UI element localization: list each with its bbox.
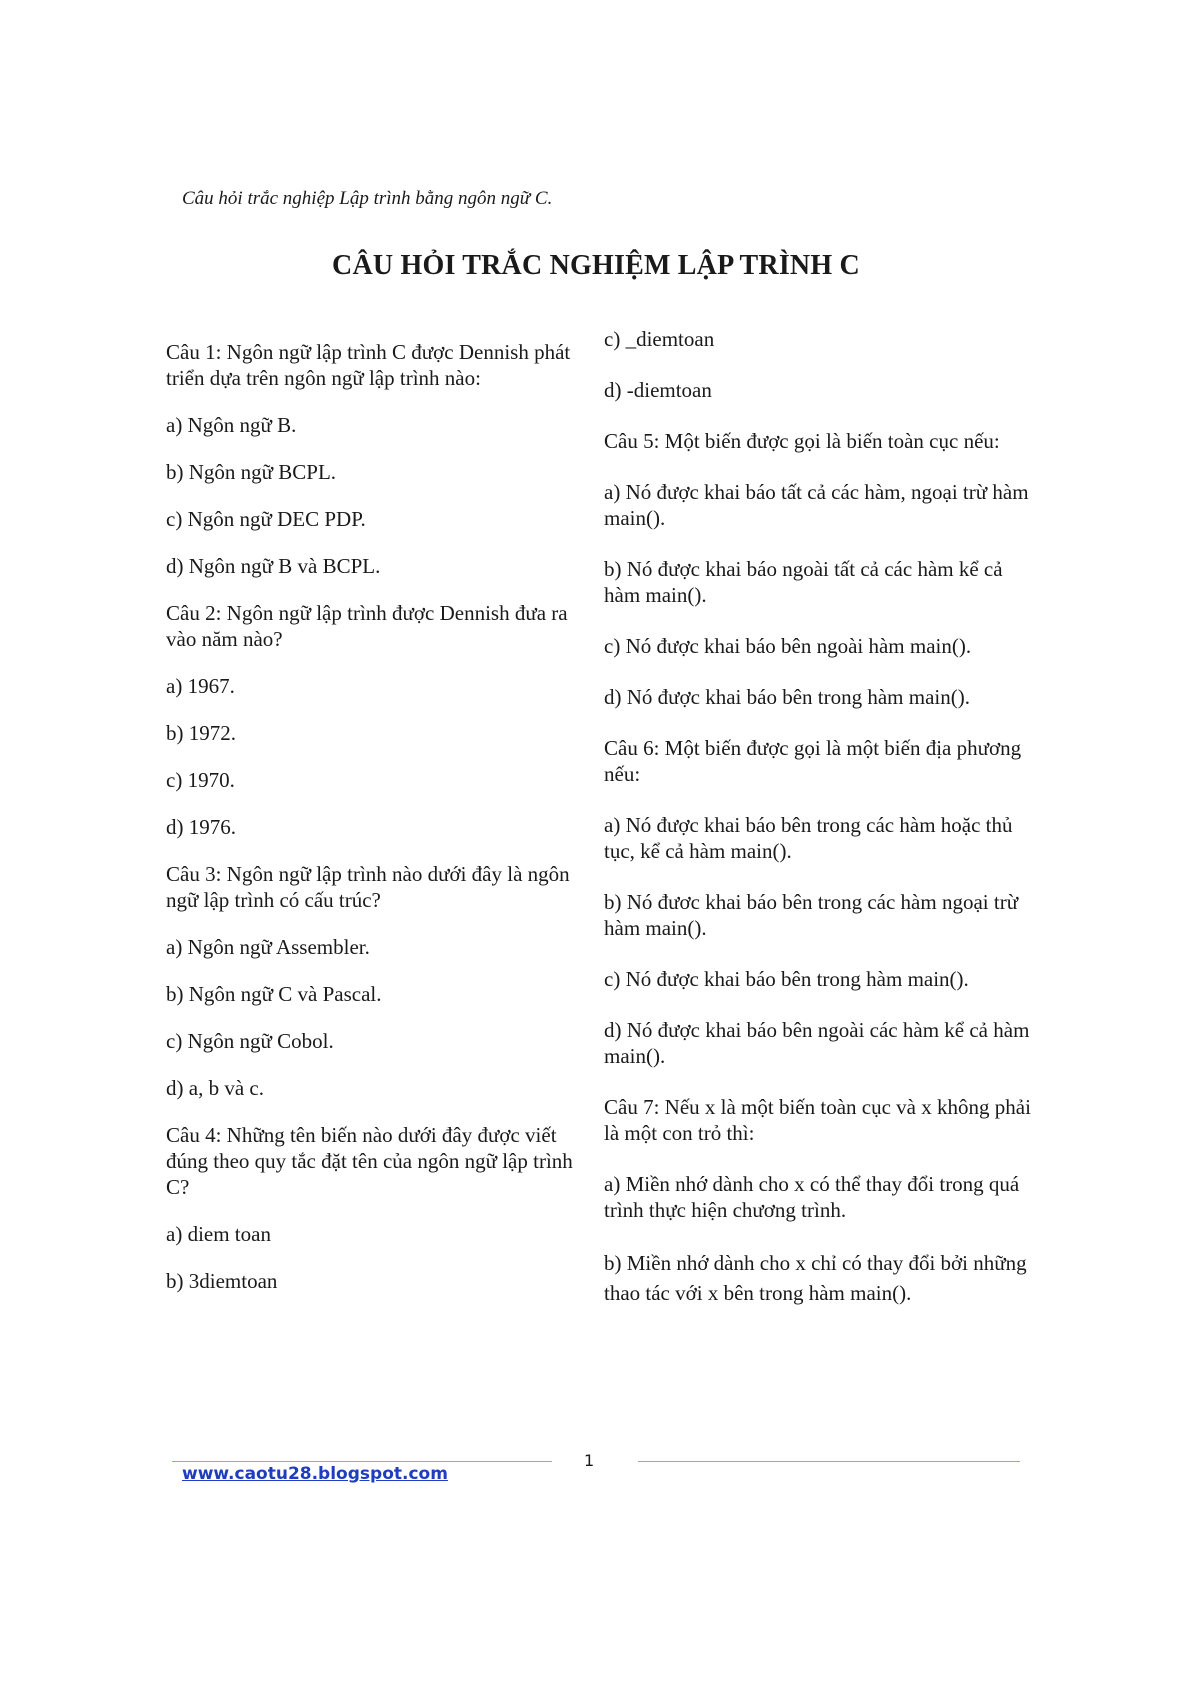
option-2a: a) 1967. [166,674,235,698]
option-5a: a) Nó được khai báo tất cả các hàm, ngoại trừ hàm main(). [604,480,1029,530]
option-4b: b) 3diemtoan [166,1269,278,1293]
option-1c: c) Ngôn ngữ DEC PDP. [166,507,366,531]
option-1b: b) Ngôn ngữ BCPL. [166,460,337,484]
option-2c: c) 1970. [166,768,235,792]
left-column [166,339,596,1294]
page-number: 1 [584,1451,595,1470]
question-5: Câu 5: Một biến được gọi là biến toàn cục nếu: [604,429,1000,453]
option-6b: b) Nó đươc khai báo bên trong các hàm ngoại trừ hàm main(). [604,890,1019,940]
header-note: Câu hỏi trắc nghiệp Lập trình bằng ngôn ngữ C. [182,188,553,209]
option-1d: d) Ngôn ngữ B và BCPL. [166,554,381,578]
option-4c: c) _diemtoan [604,327,715,351]
question-7: Câu 7: Nếu x là một biến toàn cục và x không phải là một con trỏ thì: [604,1095,1031,1145]
option-3a: a) Ngôn ngữ Assembler. [166,935,370,959]
option-1a: a) Ngôn ngữ B. [166,413,297,437]
footer-website-link[interactable]: www.caotu28.blogspot.com [182,1464,448,1484]
question-6: Câu 6: Một biến được gọi là một biến địa phương nếu: [604,736,1022,786]
option-5d: d) Nó được khai báo bên trong hàm main(). [604,685,970,709]
option-3c: c) Ngôn ngữ Cobol. [166,1029,334,1053]
footer-divider-left [172,1461,552,1462]
question-3: Câu 3: Ngôn ngữ lập trình nào dưới đây là ngôn ngữ lập trình có cấu trúc? [166,862,570,912]
option-2b: b) 1972. [166,721,236,745]
footer-divider-right [638,1461,1020,1462]
option-6a: a) Nó được khai báo bên trong các hàm hoặc thủ tục, kể cả hàm main(). [604,813,1013,863]
option-5c: c) Nó được khai báo bên ngoài hàm main(). [604,634,972,658]
option-6c: c) Nó được khai báo bên trong hàm main(). [604,967,969,991]
page-title: CÂU HỎI TRẮC NGHIỆM LẬP TRÌNH C [332,250,860,281]
option-7a: a) Miền nhớ dành cho x có thể thay đổi trong quá trình thực hiện chương trình. [604,1172,1020,1222]
option-4d: d) -diemtoan [604,378,712,402]
option-7b: b) Miền nhớ dành cho x chỉ có thay đổi bởi những thao tác với x bên trong hàm main(). [604,1251,1027,1305]
option-5b: b) Nó được khai báo ngoài tất cả các hàm kể cả hàm main(). [604,557,1003,607]
right-column [604,326,1034,1308]
option-2d: d) 1976. [166,815,236,839]
question-1: Câu 1: Ngôn ngữ lập trình C được Dennish phát triển dựa trên ngôn ngữ lập trình nào: [166,340,571,390]
option-3b: b) Ngôn ngữ C và Pascal. [166,982,382,1006]
option-4a: a) diem toan [166,1222,271,1246]
option-3d: d) a, b và c. [166,1076,264,1100]
option-6d: d) Nó được khai báo bên ngoài các hàm kể cả hàm main(). [604,1018,1030,1068]
question-2: Câu 2: Ngôn ngữ lập trình được Dennish đưa ra vào năm nào? [166,601,568,651]
question-4: Câu 4: Những tên biến nào dưới đây được viết đúng theo quy tắc đặt tên của ngôn ngữ lập trình C? [166,1123,573,1199]
